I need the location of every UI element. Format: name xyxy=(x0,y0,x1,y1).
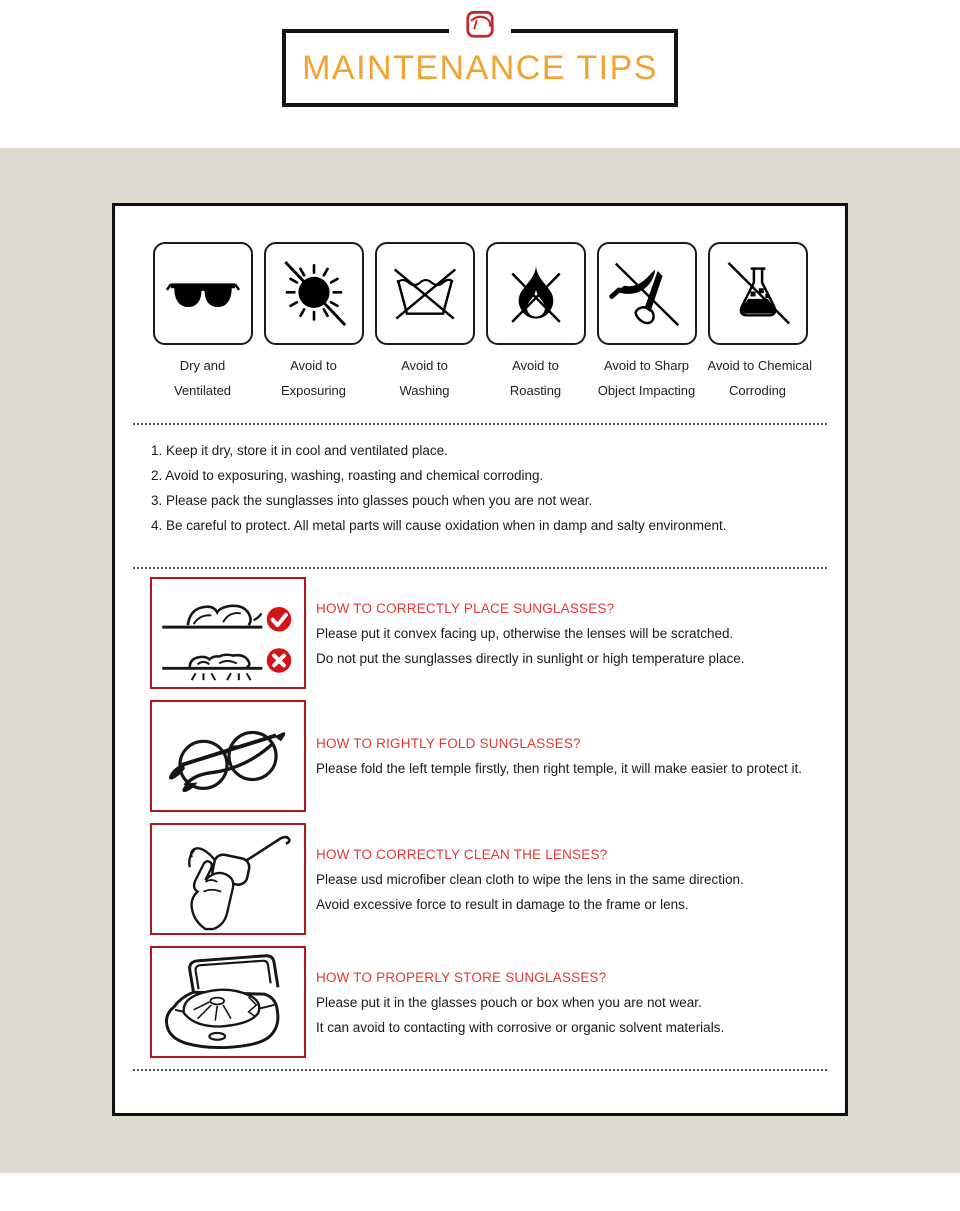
label-line: Washing xyxy=(399,383,450,398)
howto-sections xyxy=(115,569,845,1058)
section-heading: HOW TO RIGHTLY FOLD SUNGLASSES? xyxy=(316,736,581,751)
care-icon-label xyxy=(264,353,364,403)
care-icon-label xyxy=(597,353,697,403)
label-line: Corroding xyxy=(728,383,787,398)
page-title: MAINTENANCE TIPS xyxy=(302,48,658,87)
section-text xyxy=(316,577,745,689)
label-line: Roasting xyxy=(509,383,562,398)
howto-section-store xyxy=(150,946,845,1058)
maintenance-card xyxy=(112,203,848,1116)
clean-lenses-illustration xyxy=(150,823,306,935)
no-sun-exposure-icon xyxy=(264,242,364,345)
tip-item: 1. Keep it dry, store it in cool and ventilated place. xyxy=(151,443,448,458)
no-roasting-icon xyxy=(486,242,586,345)
tips-list xyxy=(115,425,845,567)
howto-section-place xyxy=(150,577,845,689)
care-icon-item xyxy=(375,242,475,403)
care-icon-label xyxy=(153,353,253,403)
fold-sunglasses-illustration xyxy=(150,700,306,812)
care-icon-item xyxy=(264,242,364,403)
howto-section-clean xyxy=(150,823,845,935)
care-icon-item xyxy=(597,242,697,403)
content-background xyxy=(0,148,960,1173)
section-text xyxy=(316,823,744,935)
howto-section-fold xyxy=(150,700,845,812)
label-line: Dry and xyxy=(179,358,226,373)
care-icon-item xyxy=(486,242,586,403)
label-line: Avoid to xyxy=(290,358,337,373)
section-heading: HOW TO CORRECTLY CLEAN THE LENSES? xyxy=(316,846,608,862)
section-line: Please put it in the glasses pouch or box when you are not wear. xyxy=(316,994,702,1010)
care-icon-label xyxy=(375,353,475,403)
section-line: Please usd microfiber clean cloth to wipe the lens in the same direction. xyxy=(316,871,744,887)
section-line: Do not put the sunglasses directly in sunlight or high temperature place. xyxy=(316,650,745,666)
title-box xyxy=(282,29,678,107)
section-text xyxy=(316,946,724,1058)
tip-item: 2. Avoid to exposuring, washing, roasting and chemical corroding. xyxy=(151,468,544,483)
label-line: Object Impacting xyxy=(597,383,696,398)
label-line: Avoid to Chemical xyxy=(707,358,813,373)
section-text xyxy=(316,700,802,812)
no-sharp-object-icon xyxy=(597,242,697,345)
care-icon-item xyxy=(153,242,253,403)
care-icon-label xyxy=(707,353,813,403)
tip-item: 4. Be careful to protect. All metal parts will cause oxidation when in damp and salty environment. xyxy=(151,518,727,533)
section-line: Please fold the left temple firstly, then right temple, it will make easier to protect it. xyxy=(316,761,802,776)
label-line: Ventilated xyxy=(173,383,232,398)
care-icons-row xyxy=(115,242,845,403)
care-icon-label xyxy=(486,353,586,403)
store-sunglasses-illustration xyxy=(150,946,306,1058)
no-washing-icon xyxy=(375,242,475,345)
label-line: Avoid to Sharp xyxy=(603,358,690,373)
place-sunglasses-illustration xyxy=(150,577,306,689)
label-line: Avoid to xyxy=(512,358,559,373)
section-line: Please put it convex facing up, otherwise the lenses will be scratched. xyxy=(316,625,734,641)
red-glasses-logo-icon xyxy=(449,7,511,41)
no-chemical-icon xyxy=(708,242,808,345)
section-line: It can avoid to contacting with corrosive or organic solvent materials. xyxy=(316,1019,725,1035)
sunglasses-icon xyxy=(153,242,253,345)
section-heading: HOW TO PROPERLY STORE SUNGLASSES? xyxy=(316,969,607,985)
section-heading: HOW TO CORRECTLY PLACE SUNGLASSES? xyxy=(316,600,615,616)
divider xyxy=(133,1069,827,1071)
header xyxy=(0,0,960,148)
tip-item: 3. Please pack the sunglasses into glasses pouch when you are not wear. xyxy=(151,493,593,508)
section-line: Avoid excessive force to result in damage to the frame or lens. xyxy=(316,896,689,912)
label-line: Exposuring xyxy=(280,383,347,398)
care-icon-item xyxy=(707,242,813,403)
label-line: Avoid to xyxy=(401,358,448,373)
